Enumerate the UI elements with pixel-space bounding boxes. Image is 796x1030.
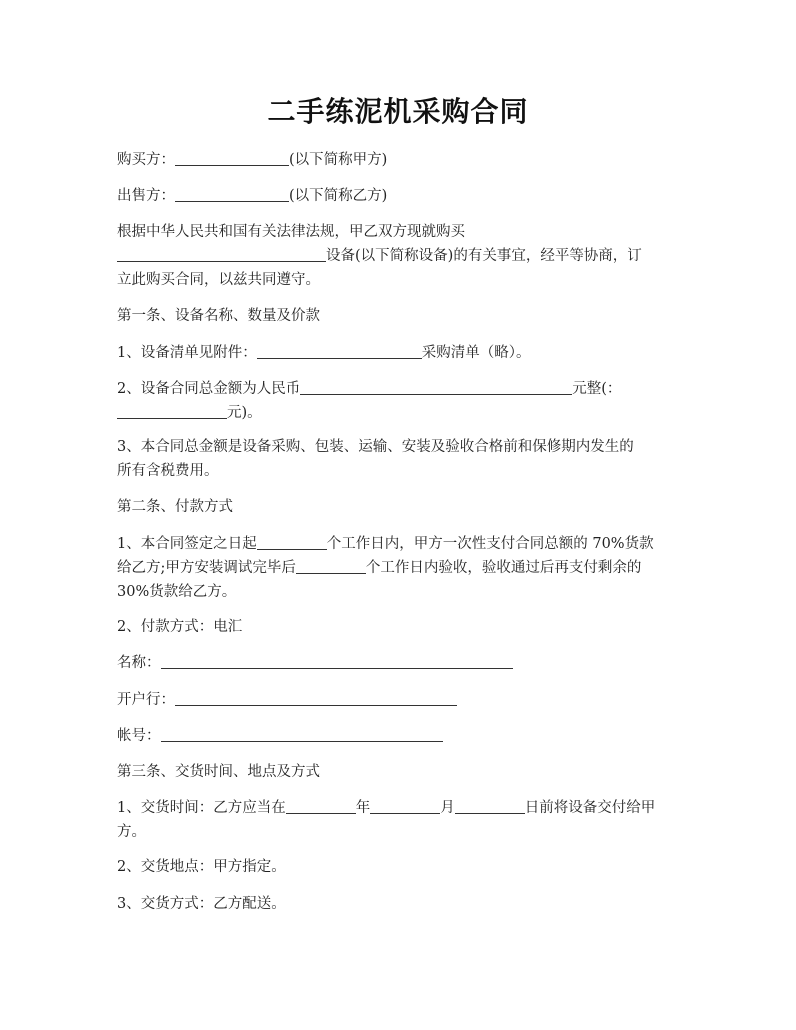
article-2-heading: 第二条、付款方式 <box>117 499 233 515</box>
article-1-item-2-prefix: 2、设备合同总金额为人民币 <box>117 381 301 397</box>
account-name-blank <box>161 652 513 669</box>
article-3-item-1 <box>117 796 689 844</box>
article-3-item-3: 3、交货方式：乙方配送。 <box>117 896 286 912</box>
article-1-item-2-line-2 <box>117 401 689 425</box>
seller-blank <box>175 185 289 202</box>
equipment-list-blank <box>257 342 422 359</box>
article-3-heading: 第三条、交货时间、地点及方式 <box>117 764 320 780</box>
amount-words-blank <box>300 378 572 395</box>
delivery-month-blank <box>370 797 440 814</box>
seller-label: 出售方： <box>117 188 175 204</box>
article-2-item-1-line-2-suffix: 个工作日内验收，验收通过后再支付剩余的 <box>365 560 642 576</box>
seller-suffix: (以下简称乙方) <box>289 188 388 204</box>
month-label: 月 <box>440 800 455 816</box>
intro-paragraph <box>117 220 689 292</box>
bank-line <box>117 688 689 712</box>
payment-days-blank <box>257 533 327 550</box>
account-name-label: 名称： <box>117 655 161 671</box>
article-3-item-1-suffix: 日前将设备交付给甲 <box>524 800 656 816</box>
buyer-suffix: (以下简称甲方) <box>289 152 388 168</box>
article-1-item-2 <box>117 377 689 425</box>
article-3-item-1-prefix: 1、交货时间：乙方应当在 <box>117 800 286 816</box>
article-1-item-2-line-2-suffix: 元)。 <box>227 405 262 421</box>
article-2-item-1-line-1 <box>117 532 689 556</box>
bank-label: 开户行： <box>117 692 175 708</box>
document-title: 二手练泥机采购合同 <box>267 95 529 128</box>
bank-blank <box>175 689 457 706</box>
article-3-item-1-line-1 <box>117 796 689 820</box>
article-1-item-3 <box>117 435 689 483</box>
article-2-item-1-line-1-suffix: 个工作日内，甲方一次性支付合同总额的 70%货款 <box>326 536 654 552</box>
article-1-item-1-suffix: 采购清单（略）。 <box>421 345 531 361</box>
intro-line-2 <box>117 244 689 268</box>
acceptance-days-blank <box>296 557 366 574</box>
account-number-line <box>117 724 689 748</box>
intro-line-2-text: 设备(以下简称设备)的有关事宜，经平等协商，订 <box>326 248 642 264</box>
article-1-item-3-line-2: 所有含税费用。 <box>117 463 219 479</box>
buyer-blank <box>175 149 289 166</box>
article-1-item-2-line-1 <box>117 377 689 401</box>
equipment-blank <box>117 245 326 262</box>
article-2-item-1-line-1-prefix: 1、本合同签定之日起 <box>117 536 257 552</box>
article-2-item-1-line-3: 30%货款给乙方。 <box>117 584 237 600</box>
buyer-label: 购买方： <box>117 152 175 168</box>
article-1-item-1 <box>117 341 689 365</box>
amount-figure-blank <box>117 402 227 419</box>
article-1-item-2-suffix: 元整(： <box>572 381 622 397</box>
account-name-line <box>117 651 689 675</box>
intro-line-3: 立此购买合同，以兹共同遵守。 <box>117 272 320 288</box>
article-3-item-2: 2、交货地点：甲方指定。 <box>117 859 286 875</box>
delivery-year-blank <box>286 797 356 814</box>
year-label: 年 <box>355 800 371 816</box>
seller-line <box>117 184 689 208</box>
article-2-item-1-line-2 <box>117 556 689 580</box>
account-number-label: 帐号： <box>117 728 161 744</box>
article-2-item-2: 2、付款方式：电汇 <box>117 619 243 635</box>
article-1-item-3-line-1: 3、本合同总金额是设备采购、包装、运输、安装及验收合格前和保修期内发生的 <box>117 439 634 455</box>
article-2-item-1 <box>117 532 689 604</box>
buyer-line <box>117 148 689 172</box>
account-number-blank <box>161 725 443 742</box>
article-2-item-1-line-2-prefix: 给乙方;甲方安装调试完毕后 <box>117 560 296 576</box>
delivery-day-blank <box>455 797 525 814</box>
article-3-item-1-line-2: 方。 <box>117 824 146 840</box>
article-1-heading: 第一条、设备名称、数量及价款 <box>117 308 320 324</box>
article-1-item-1-prefix: 1、设备清单见附件： <box>117 345 257 361</box>
intro-line-1: 根据中华人民共和国有关法律法规，甲乙双方现就购买 <box>117 224 465 240</box>
